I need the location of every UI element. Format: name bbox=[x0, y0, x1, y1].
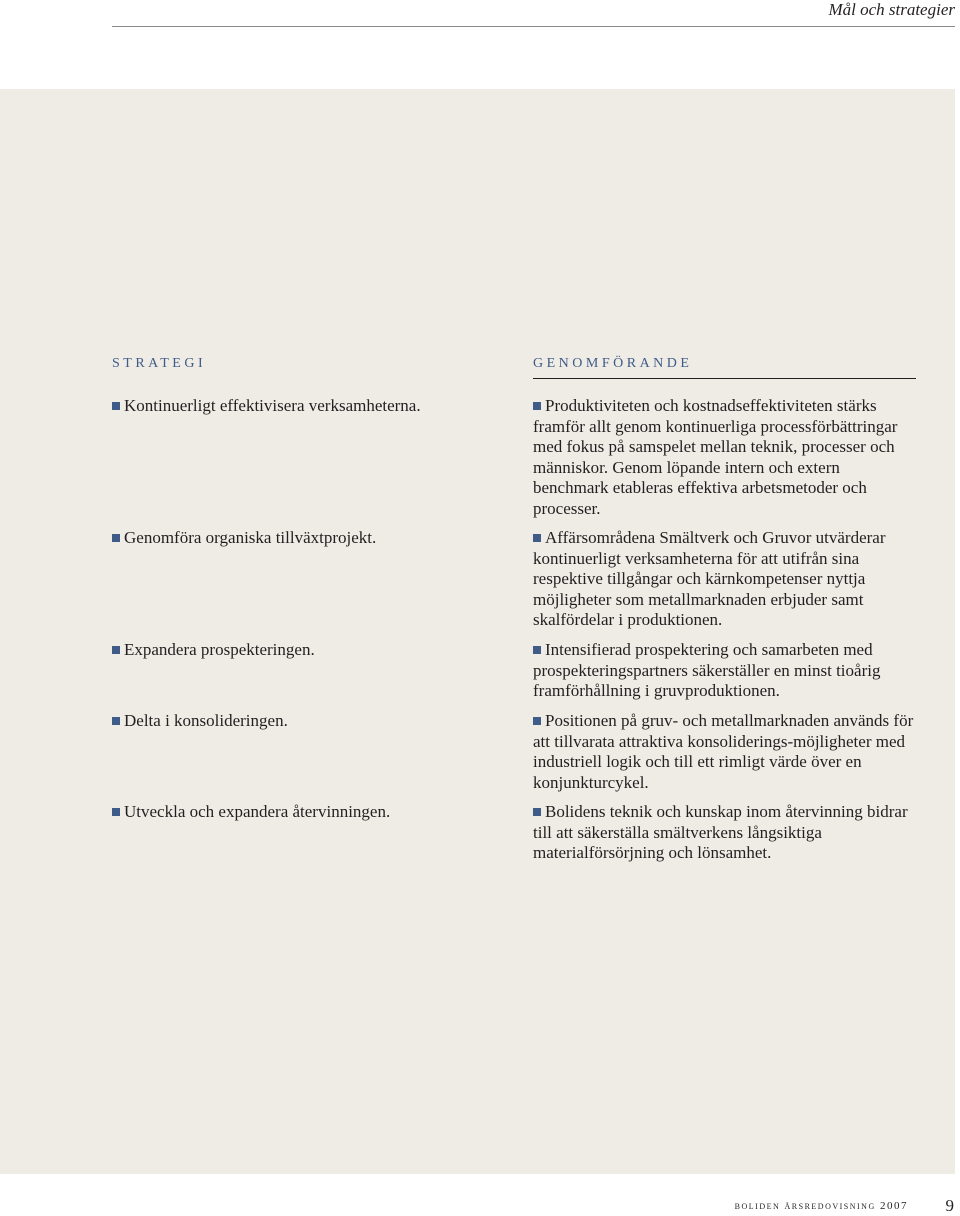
square-bullet-icon bbox=[533, 717, 541, 725]
section-title: Mål och strategier bbox=[828, 0, 955, 19]
square-bullet-icon bbox=[533, 402, 541, 410]
implementation-heading: GENOMFÖRANDE bbox=[533, 356, 693, 371]
header-rule bbox=[112, 26, 955, 27]
implementation-item: Produktiviteten och kostnadseffektiviteten stärks framför allt genom kontinuerliga processförbättringar med fokus på samspelet mellan teknik, processer och människor. Genom löpande intern och extern benchmark etableras effektiva arbetsmetoder och processer. bbox=[533, 396, 898, 518]
implementation-item: Positionen på gruv- och metallmarknaden används för att tillvarata attraktiva konsoliderings-möjligheter med industriell logik och till ett rimligt värde över en konjunkturcykel. bbox=[533, 711, 914, 792]
implementation-item: Bolidens teknik och kunskap inom återvinning bidrar till att säkerställa smältverkens långsiktiga materialförsörjning och lönsamhet. bbox=[533, 802, 908, 862]
implementation-heading-rule bbox=[533, 378, 916, 379]
square-bullet-icon bbox=[112, 646, 120, 654]
square-bullet-icon bbox=[533, 808, 541, 816]
square-bullet-icon bbox=[533, 646, 541, 654]
content-panel bbox=[0, 89, 955, 1174]
implementation-item: Intensifierad prospektering och samarbeten med prospekteringspartners säkerställer en minst tioårig framförhållning i gruvproduktionen. bbox=[533, 640, 881, 700]
strategy-item: Utveckla och expandera återvinningen. bbox=[112, 802, 472, 823]
square-bullet-icon bbox=[112, 402, 120, 410]
page-number: 9 bbox=[945, 1196, 954, 1215]
strategy-item: Kontinuerligt effektivisera verksamheterna. bbox=[112, 396, 472, 417]
implementation-item: Affärsområdena Smältverk och Gruvor utvärderar kontinuerligt verksamheterna för att utifrån sina respektive tillgångar och kärnkompetenser nyttja möjligheter som metallmarknaden erbjuder samt skalfördelar i produktionen. bbox=[533, 528, 886, 629]
strategy-item: Delta i konsolideringen. bbox=[112, 711, 472, 732]
square-bullet-icon bbox=[112, 717, 120, 725]
square-bullet-icon bbox=[112, 808, 120, 816]
square-bullet-icon bbox=[112, 534, 120, 542]
square-bullet-icon bbox=[533, 534, 541, 542]
strategy-item: Genomföra organiska tillväxtprojekt. bbox=[112, 528, 472, 549]
strategy-heading: STRATEGI bbox=[112, 356, 207, 371]
footer-publication: boliden årsredovisning 2007 bbox=[734, 1200, 908, 1212]
strategy-item: Expandera prospekteringen. bbox=[112, 640, 472, 661]
